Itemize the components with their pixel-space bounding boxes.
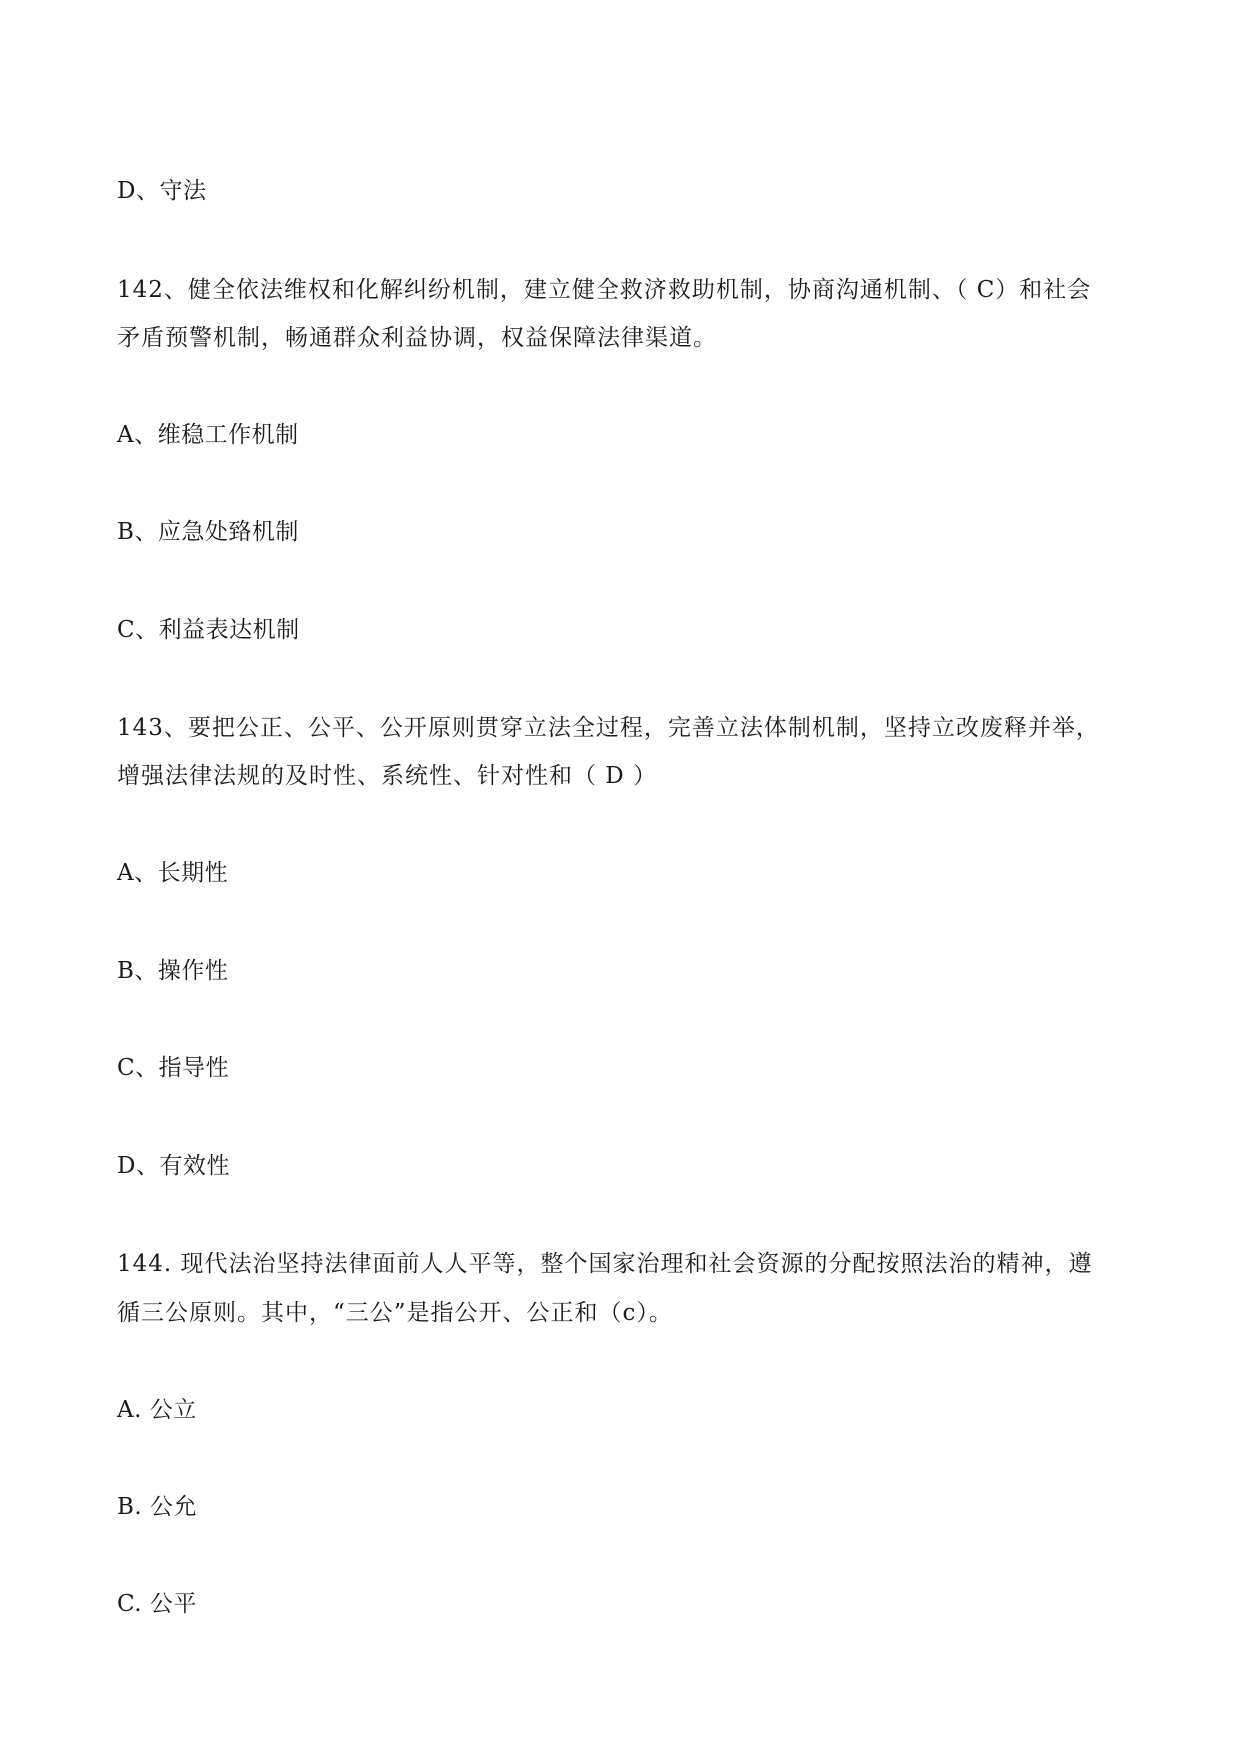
question-143-option-b: B、操作性	[117, 958, 229, 984]
question-144-option-b: B. 公允	[117, 1494, 198, 1520]
question-144-text-line2: 循三公原则。其中，“三公”是指公开、公正和（c）。	[117, 1300, 673, 1326]
question-144-option-a: A. 公立	[117, 1397, 197, 1423]
question-143-option-c: C、指导性	[117, 1055, 230, 1081]
question-142-option-a: A、维稳工作机制	[117, 422, 299, 448]
question-143-text-line1: 143、要把公正、公平、公开原则贯穿立法全过程，完善立法体制机制，坚持立改废释并举，	[117, 715, 1100, 741]
question-142-text-line1: 142、健全依法维权和化解纠纷机制，建立健全救济救助机制，协商沟通机制、（ C）和社会	[117, 277, 1092, 303]
question-143-option-a: A、长期性	[117, 860, 229, 886]
question-144-option-c: C. 公平	[117, 1591, 197, 1617]
question-142-option-b: B、应急处臵机制	[117, 519, 299, 545]
question-144-text-line1: 144. 现代法治坚持法律面前人人平等，整个国家治理和社会资源的分配按照法治的精神，遵	[117, 1251, 1093, 1277]
question-142-text-line2: 矛盾预警机制，畅通群众利益协调，权益保障法律渠道。	[117, 325, 717, 351]
question-143-text-line2: 增强法律法规的及时性、系统性、针对性和（ D ）	[117, 763, 658, 789]
option-d-previous: D、守法	[117, 178, 207, 204]
question-142-option-c: C、利益表达机制	[117, 617, 300, 643]
question-143-option-d: D、有效性	[117, 1153, 230, 1179]
